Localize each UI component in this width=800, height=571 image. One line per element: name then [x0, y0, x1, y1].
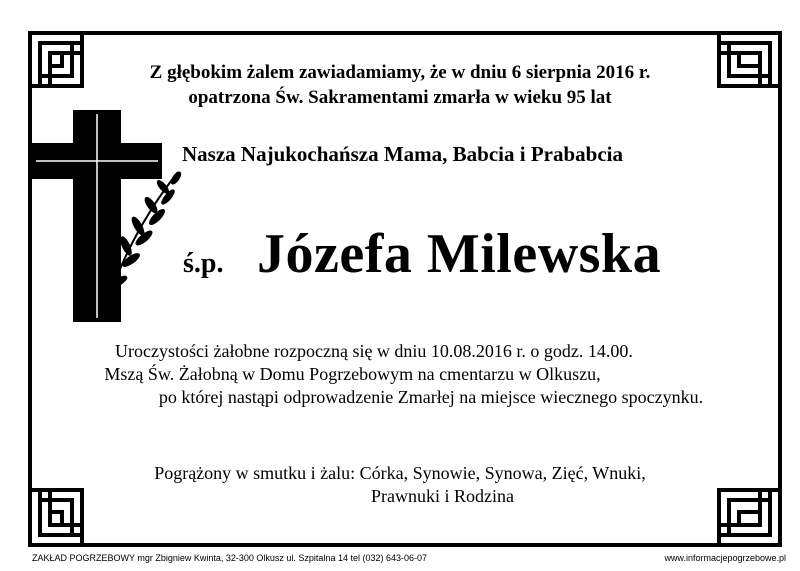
ceremony-line-2: Mszą Św. Żałobną w Domu Pogrzebowym na cmentarzu w Olkuszu,: [104, 364, 601, 384]
intro-line-2: opatrzona Św. Sakramentami zmarła w wieku 95 lat: [188, 87, 612, 108]
funeral-home-info: ZAKŁAD POGRZEBOWY mgr Zbigniew Kwinta, 32-300 Olkusz ul. Szpitalna 14 tel (032) 643-06-07: [32, 553, 428, 563]
ceremony-line-3: po której nastąpi odprowadzenie Zmarłej na miejsce wiecznego spoczynku.: [158, 387, 704, 407]
mourners-line-1: Pogrążony w smutku i żalu: Córka, Synowie, Synowa, Zięć, Wnuki,: [154, 463, 646, 483]
website-link[interactable]: www.informacjepogrzebowe.pl: [664, 553, 786, 563]
mourners-info: [0, 462, 800, 508]
deceased-prefix: ś.p.: [183, 248, 224, 279]
cross-icon: [32, 110, 162, 322]
ceremony-info: [0, 340, 800, 409]
announcement-intro: [0, 60, 800, 110]
intro-line-1: Z głębokim żalem zawiadamiamy, że w dniu 6 sierpnia 2016 r.: [149, 62, 651, 83]
deceased-name: Józefa Milewska: [257, 223, 662, 285]
deceased-title: Nasza Najukochańsza Mama, Babcia i Prababcia: [182, 142, 623, 166]
ceremony-line-1: Uroczystości żałobne rozpoczną się w dniu 10.08.2016 r. o godz. 14.00.: [115, 341, 633, 361]
mourners-line-2: Prawnuki i Rodzina: [371, 486, 514, 506]
